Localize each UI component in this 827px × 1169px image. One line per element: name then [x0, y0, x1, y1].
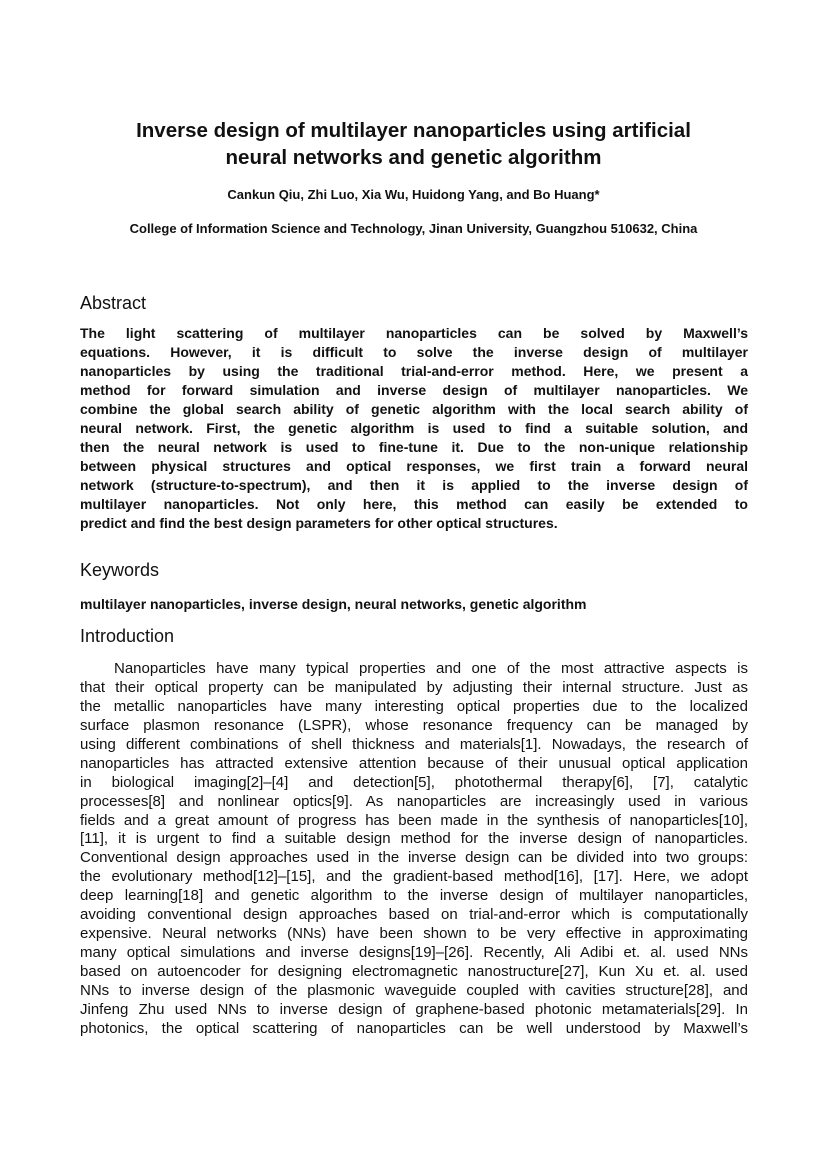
introduction-line: many optical simulations and inverse designs[19]–[26]. Recently, Ali Adibi et. al. used NNs: [80, 944, 748, 962]
introduction-line: [11], it is urgent to find a suitable design method for the inverse design of nanoparticles.: [80, 830, 748, 848]
authors: Cankun Qiu, Zhi Luo, Xia Wu, Huidong Yang, and Bo Huang*: [227, 187, 600, 202]
abstract-line: method for forward simulation and inverse design of multilayer nanoparticles. We: [80, 382, 748, 398]
introduction-line: in biological imaging[2]–[4] and detection[5], photothermal therapy[6], [7], catalytic: [80, 773, 748, 791]
keywords-heading: Keywords: [80, 560, 160, 580]
affiliation: College of Information Science and Technology, Jinan University, Guangzhou 510632, China: [129, 221, 698, 236]
abstract-line: combine the global search ability of genetic algorithm with the local search ability of: [80, 401, 748, 417]
abstract-line: nanoparticles by using the traditional trial-and-error method. Here, we present a: [80, 363, 748, 379]
introduction-line: photonics, the optical scattering of nanoparticles can be well understood by Maxwell’s: [80, 1019, 748, 1037]
introduction-line: Nanoparticles have many typical properties and one of the most attractive aspects is: [114, 660, 748, 677]
introduction-body: [80, 659, 748, 1038]
abstract-line: multilayer nanoparticles. Not only here, this method can easily be extended to: [80, 496, 748, 512]
introduction-line: surface plasmon resonance (LSPR), whose resonance frequency can be managed by: [80, 716, 748, 734]
introduction-line: based on autoencoder for designing electromagnetic nanostructure[27], Kun Xu et. al. used: [80, 963, 748, 980]
title-line: Inverse design of multilayer nanoparticles using artificial: [136, 119, 691, 142]
introduction-line: Conventional design approaches used in the inverse design can be divided into two groups:: [80, 849, 748, 867]
abstract-line: neural network. First, the genetic algorithm is used to find a suitable solution, and: [80, 420, 748, 436]
introduction-line: avoiding conventional design approaches based on trial-and-error which is computationally: [80, 906, 748, 924]
introduction-line: nanoparticles has attracted extensive attention because of their unusual optical application: [80, 754, 748, 772]
abstract-line: equations. However, it is difficult to solve the inverse design of multilayer: [80, 344, 748, 360]
abstract-line: The light scattering of multilayer nanoparticles can be solved by Maxwell’s: [80, 325, 748, 341]
introduction-line: Jinfeng Zhu used NNs to inverse design of graphene-based photonic metamaterials[29]. In: [80, 1000, 748, 1018]
introduction-line: the evolutionary method[12]–[15], and the gradient-based method[16], [17]. Here, we adopt: [80, 868, 748, 886]
abstract-line: network (structure-to-spectrum), and then it is applied to the inverse design of: [80, 477, 748, 493]
abstract-line: between physical structures and optical responses, we first train a forward neural: [80, 458, 748, 474]
abstract-heading: Abstract: [80, 293, 147, 313]
introduction-line: NNs to inverse design of the plasmonic waveguide coupled with cavities structure[28], and: [80, 981, 748, 999]
introduction-line: the metallic nanoparticles have many interesting optical properties due to the localized: [80, 697, 748, 715]
abstract-line: predict and find the best design parameters for other optical structures.: [80, 515, 558, 531]
keywords-text: multilayer nanoparticles, inverse design, neural networks, genetic algorithm: [80, 596, 587, 612]
introduction-heading: Introduction: [80, 626, 175, 646]
introduction-line: using different combinations of shell thickness and materials[1]. Nowadays, the research of: [80, 735, 748, 753]
introduction-line: fields and a great amount of progress has been made in the synthesis of nanoparticles[10],: [80, 811, 748, 829]
abstract-line: then the neural network is used to fine-tune it. Due to the non-unique relationship: [80, 439, 748, 455]
introduction-line: that their optical property can be manipulated by adjusting their internal structure. Just as: [80, 678, 748, 696]
paper-title: [0, 117, 827, 171]
title-line: neural networks and genetic algorithm: [225, 146, 602, 169]
abstract-body: [80, 324, 748, 533]
introduction-line: expensive. Neural networks (NNs) have been shown to be very effective in approximating: [80, 925, 748, 943]
introduction-line: deep learning[18] and genetic algorithm to the inverse design of multilayer nanoparticles,: [80, 887, 748, 905]
introduction-line: processes[8] and nonlinear optics[9]. As nanoparticles are increasingly used in various: [80, 792, 748, 810]
